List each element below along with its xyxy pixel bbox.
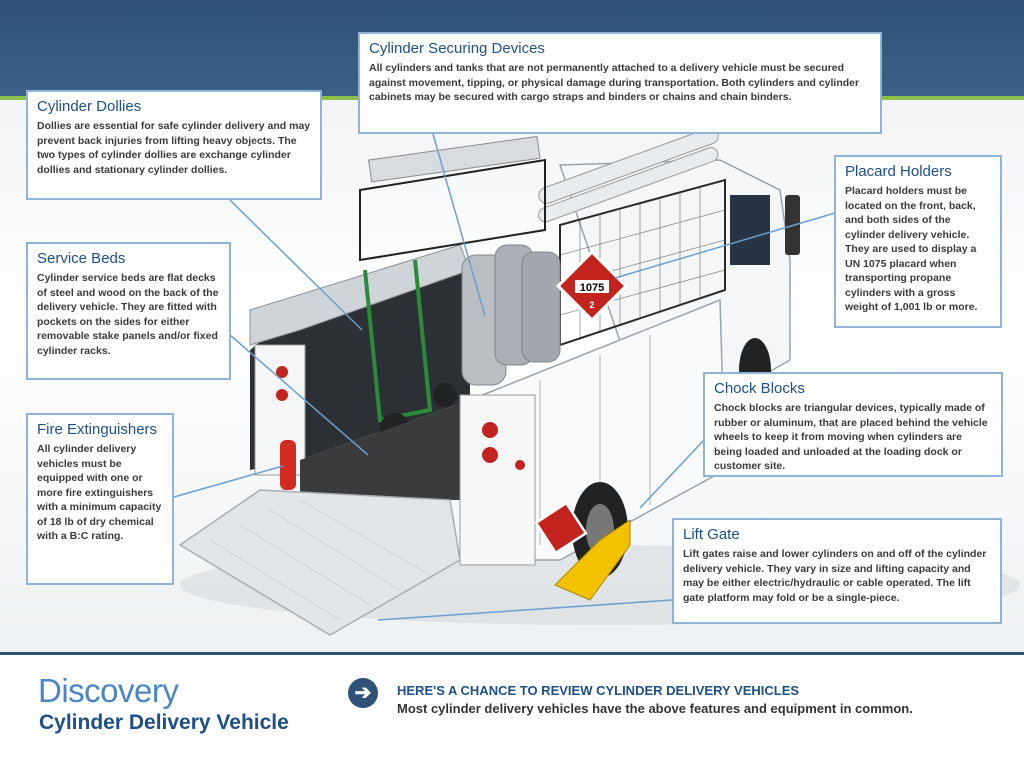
callout-service-beds: [26, 242, 231, 380]
fire-extinguisher-graphic: [280, 440, 296, 490]
callout-body: Cylinder service beds are flat decks of steel and wood on the back of the delivery vehicle. They are fitted with pockets on the sides for either removable stake panels and/or fixed cylinder racks.: [37, 272, 219, 357]
cab-window: [730, 195, 770, 265]
callout-lift-gate: [672, 518, 1002, 624]
placard-number: 1075: [579, 282, 605, 294]
callout-body: All cylinder delivery vehicles must be equipped with one or more fire extinguishers with a minimum capacity of 18 lb of dry chemical with a B:C rating.: [37, 443, 162, 542]
callout-fire-extinguishers: [26, 413, 174, 585]
callout-title: Cylinder Securing Devices: [369, 40, 545, 57]
footer: [0, 655, 1024, 768]
callout-body: Dollies are essential for safe cylinder delivery and may prevent back injuries from lifting heavy objects. The two types of cylinder dollies are exchange cylinder dollies and stationary cylinder dollies.: [37, 120, 311, 176]
callout-body: Placard holders must be located on the front, back, and both sides of the cylinder delivery vehicle. They are used to display a UN 1075 placard when transporting propane cylinders with a gross weight of 1,001 lb or more.: [845, 185, 978, 313]
callout-placard-holders: [834, 155, 1002, 328]
callout-title: Service Beds: [37, 250, 126, 267]
discovery-subtitle: Cylinder Delivery Vehicle: [39, 711, 289, 734]
callout-title: Cylinder Dollies: [37, 98, 142, 115]
callout-cylinder-dollies: [26, 90, 322, 200]
callout-title: Placard Holders: [845, 163, 952, 180]
placard-class: 2: [589, 300, 595, 310]
callout-body: Chock blocks are triangular devices, typically made of rubber or aluminum, that are placed behind the vehicle wheels to keep it from moving when cylinders are being loaded and unloaded at the loading dock or customer site.: [714, 402, 988, 472]
callout-title: Lift Gate: [683, 526, 740, 543]
callout-title: Chock Blocks: [714, 380, 805, 397]
arrow-right-icon[interactable]: ➔: [348, 678, 378, 708]
review-text: Most cylinder delivery vehicles have the above features and equipment in common.: [397, 701, 913, 716]
callout-body: All cylinders and tanks that are not permanently attached to a delivery vehicle must be secured against movement, tipping, or physical damage during transportation. Both cylinders and cylinder cabinets may be secured with cargo straps and binders or chains and chain binders.: [369, 62, 860, 103]
callout-title: Fire Extinguishers: [37, 421, 158, 438]
callout-body: Lift gates raise and lower cylinders on and off of the cylinder delivery vehicle. They vary in size and lifting capacity and may be either electric/hydraulic or cable operated. The lift gate platform may fold or be a single-piece.: [683, 548, 987, 604]
callout-securing-devices: [358, 32, 882, 134]
review-heading: HERE'S A CHANCE TO REVIEW CYLINDER DELIVERY VEHICLES: [397, 683, 800, 698]
callout-chock-blocks: [703, 372, 1003, 477]
propane-cylinder-3: [522, 252, 560, 362]
discovery-title: Discovery: [38, 672, 179, 709]
right-rear-post: [460, 395, 535, 565]
